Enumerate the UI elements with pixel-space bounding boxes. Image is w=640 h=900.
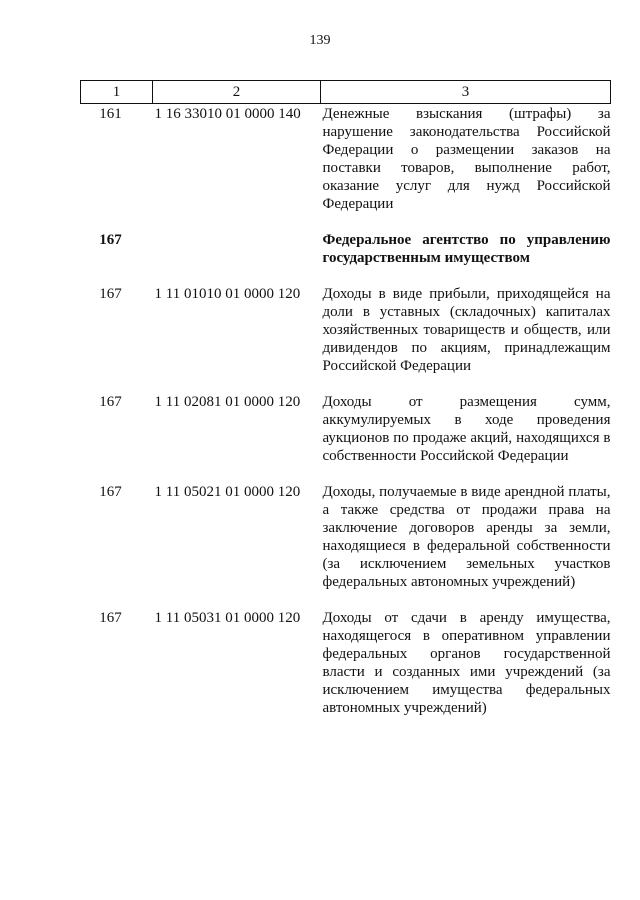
revenue-name-cell: Денежные взыскания (штрафы) за нарушение законодательства Российской Федерации о размещении заказов на поставки товаров, выполнение работ, оказание услуг для нужд Российской Федерации [322, 106, 611, 212]
table-body [81, 104, 611, 736]
revenue-name-cell: Доходы, получаемые в виде арендной платы, а также средства от продажи права на заключение договоров аренды за земли, находящиеся в федеральной собственности (за исключением земельных участков федеральных автономных учреждений) [322, 484, 611, 590]
column-header-3: 3 [321, 81, 611, 104]
admin-code-cell: 167 [99, 610, 122, 626]
table-row [81, 285, 611, 393]
revenue-code-cell: 1 11 02081 01 0000 120 [154, 394, 301, 410]
revenue-name-cell: Доходы от сдачи в аренду имущества, находящегося в оперативном управлении федеральных органов государственной власти и созданных ими учреждений (за исключением имущества федеральных автономных учреждений) [322, 610, 611, 716]
revenue-code-cell: 1 16 33010 01 0000 140 [154, 106, 301, 122]
column-header-2: 2 [153, 81, 321, 104]
admin-code-cell: 167 [99, 232, 122, 248]
admin-code-cell: 161 [99, 106, 122, 122]
revenue-name-cell: Федеральное агентство по управлению государственным имуществом [322, 232, 611, 266]
column-header-1: 1 [81, 81, 153, 104]
admin-code-cell: 167 [99, 394, 122, 410]
revenue-classification-table [80, 80, 611, 735]
table-row [81, 393, 611, 483]
revenue-code-cell: 1 11 05031 01 0000 120 [154, 610, 301, 626]
table-row [81, 483, 611, 609]
table-row [81, 231, 611, 285]
revenue-code-cell: 1 11 05021 01 0000 120 [154, 484, 301, 500]
revenue-code-cell: 1 11 01010 01 0000 120 [154, 286, 301, 302]
page-number: 139 [309, 33, 331, 48]
admin-code-cell: 167 [99, 286, 122, 302]
revenue-code-cell [153, 231, 321, 285]
revenue-name-cell: Доходы в виде прибыли, приходящейся на доли в уставных (складочных) капиталах хозяйственных товариществ и обществ, или дивидендов по акциям, принадлежащим Российской Федерации [322, 286, 611, 374]
revenue-name-cell: Доходы от размещения сумм, аккумулируемых в ходе проведения аукционов по продаже акций, находящихся в собственности Российской Федерации [322, 394, 611, 464]
admin-code-cell: 167 [99, 484, 122, 500]
table-header-row [81, 81, 611, 104]
table-row [81, 609, 611, 735]
table-row [81, 104, 611, 232]
